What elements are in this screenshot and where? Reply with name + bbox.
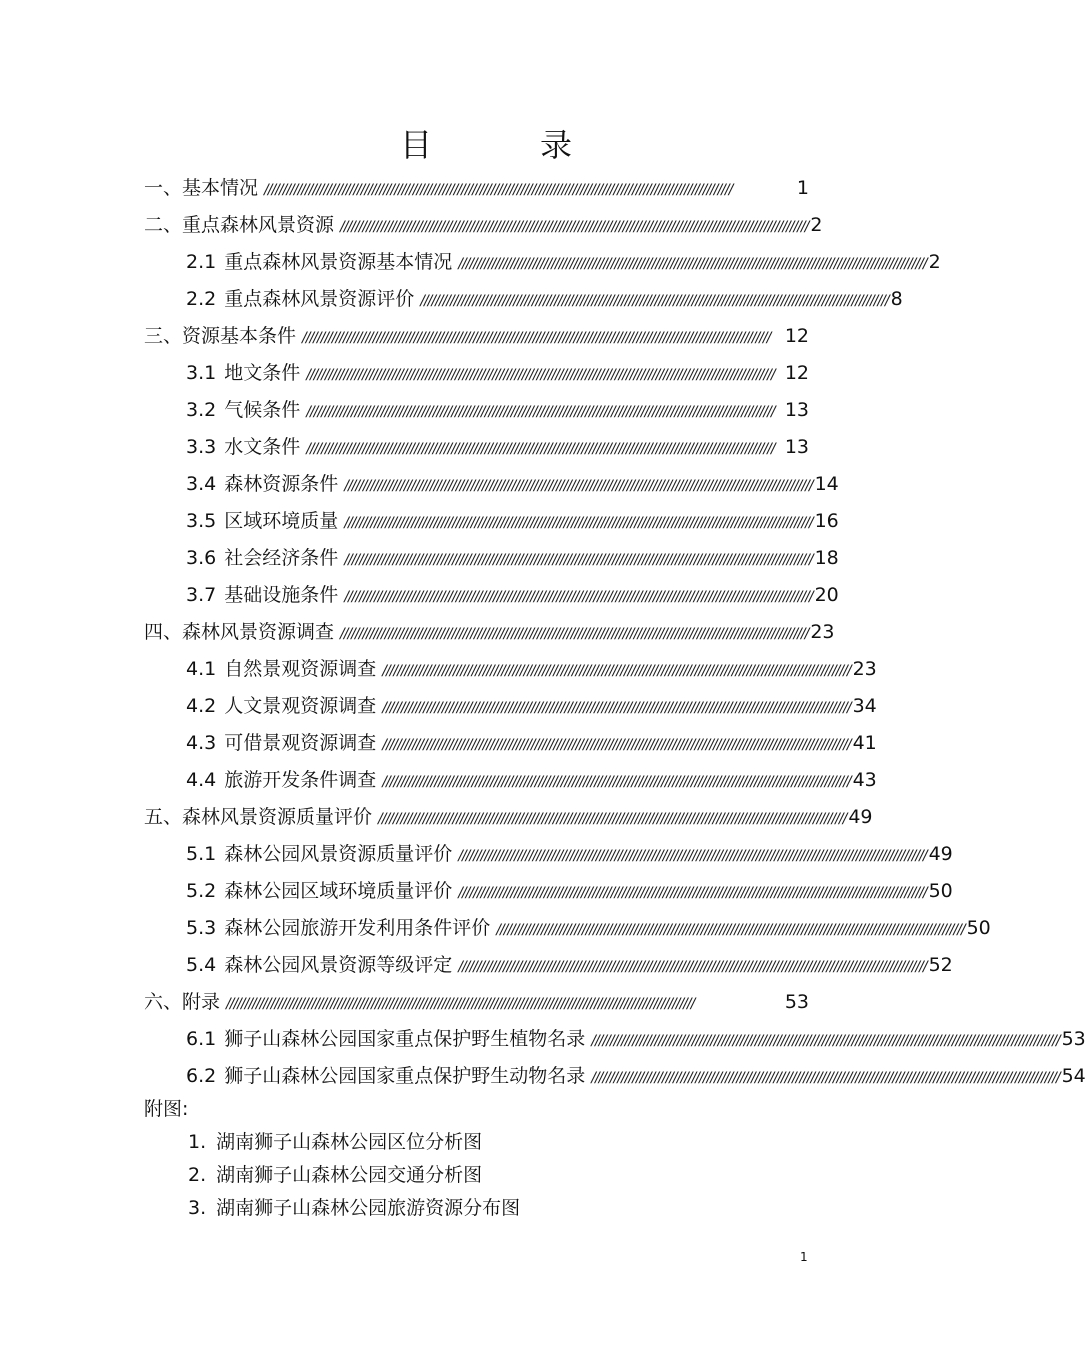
toc-leader-dots: //////////////////////////////////////////////////////////////////////////////////////////////////////////////////////////////: [306, 404, 775, 420]
toc-entry-number: 3.7: [186, 584, 217, 606]
toc-entry-page: 53: [784, 991, 809, 1013]
toc-entry-number: 3.3: [186, 436, 217, 458]
toc-entry[interactable]: [144, 281, 903, 318]
toc-entry[interactable]: [144, 688, 877, 725]
toc-entry[interactable]: [144, 873, 953, 910]
toc-entry-label: 森林公园风景资源质量评价: [224, 843, 453, 865]
toc-leader-dots: //////////////////////////////////////////////////////////////////////////////////////////////////////////////////////////////: [382, 774, 851, 790]
toc-entry-label: 旅游开发条件调查: [224, 769, 377, 791]
toc-entry[interactable]: [144, 984, 809, 1021]
toc-leader-dots: //////////////////////////////////////////////////////////////////////////////////////////////////////////////////////////////: [340, 219, 809, 235]
toc-entry-label: 四、森林风景资源调查: [144, 621, 335, 643]
toc-leader-dots: //////////////////////////////////////////////////////////////////////////////////////////////////////////////////////////////: [340, 626, 809, 642]
toc-entry-page: 8: [890, 288, 903, 310]
toc-leader-dots: //////////////////////////////////////////////////////////////////////////////////////////////////////////////////////////////: [306, 441, 775, 457]
toc-entry[interactable]: [144, 355, 809, 392]
toc-entry-number: 6.2: [186, 1065, 217, 1087]
toc-entry[interactable]: [144, 910, 991, 947]
toc-entry-label: 人文景观资源调查: [224, 695, 377, 717]
toc-leader-dots: //////////////////////////////////////////////////////////////////////////////////////////////////////////////////////////////: [591, 1070, 1060, 1086]
toc-entry-number: 2.1: [186, 251, 217, 273]
toc-entry-label: 一、基本情况: [144, 177, 259, 199]
toc-leader-dots: //////////////////////////////////////////////////////////////////////////////////////////////////////////////////////////////: [306, 367, 775, 383]
toc-entry-label: 社会经济条件: [224, 547, 339, 569]
appendix-item-number: 3.: [188, 1197, 207, 1219]
toc-leader-dots: //////////////////////////////////////////////////////////////////////////////////////////////////////////////////////////////: [458, 959, 927, 975]
toc-entry-number: 3.5: [186, 510, 217, 532]
toc-entry-number: 3.2: [186, 399, 217, 421]
toc-leader-dots: //////////////////////////////////////////////////////////////////////////////////////////////////////////////////////////////: [226, 996, 695, 1012]
toc-entry-label: 三、资源基本条件: [144, 325, 297, 347]
toc-entry-label: 水文条件: [224, 436, 301, 458]
toc-entry-label: 森林公园区域环境质量评价: [224, 880, 453, 902]
toc-leader-dots: //////////////////////////////////////////////////////////////////////////////////////////////////////////////////////////////: [378, 811, 847, 827]
toc-entry-number: 5.2: [186, 880, 217, 902]
toc-entry-page: 41: [852, 732, 877, 754]
toc-entry[interactable]: [144, 762, 877, 799]
toc-entry-number: 4.2: [186, 695, 217, 717]
toc-leader-dots: //////////////////////////////////////////////////////////////////////////////////////////////////////////////////////////////: [344, 589, 813, 605]
toc-leader-dots: //////////////////////////////////////////////////////////////////////////////////////////////////////////////////////////////: [382, 700, 851, 716]
appendix-figures: [144, 1092, 520, 1225]
toc-entry-label: 地文条件: [224, 362, 301, 384]
toc-entry[interactable]: [144, 540, 839, 577]
toc-entry-number: 5.1: [186, 843, 217, 865]
toc-entry-page: 2: [928, 251, 941, 273]
toc-entry[interactable]: [144, 392, 809, 429]
toc-entry[interactable]: [144, 836, 953, 873]
toc-entry-label: 气候条件: [224, 399, 301, 421]
toc-entry-number: 2.2: [186, 288, 217, 310]
toc-entry-label: 重点森林风景资源基本情况: [224, 251, 453, 273]
toc-entry-label: 森林公园风景资源等级评定: [224, 954, 453, 976]
toc-entry-page: 54: [1061, 1065, 1086, 1087]
toc-entry-page: 13: [784, 436, 809, 458]
table-of-contents: [144, 170, 1086, 1095]
toc-entry-number: 6.1: [186, 1028, 217, 1050]
toc-leader-dots: //////////////////////////////////////////////////////////////////////////////////////////////////////////////////////////////: [382, 663, 851, 679]
toc-leader-dots: //////////////////////////////////////////////////////////////////////////////////////////////////////////////////////////////: [591, 1033, 1060, 1049]
toc-leader-dots: //////////////////////////////////////////////////////////////////////////////////////////////////////////////////////////////: [302, 330, 771, 346]
toc-entry[interactable]: [144, 651, 877, 688]
toc-entry[interactable]: [144, 947, 953, 984]
toc-entry-page: 23: [852, 658, 877, 680]
appendix-item-label: 湖南狮子山森林公园旅游资源分布图: [216, 1197, 521, 1219]
toc-leader-dots: //////////////////////////////////////////////////////////////////////////////////////////////////////////////////////////////: [420, 293, 889, 309]
appendix-item-number: 2.: [188, 1164, 207, 1186]
toc-entry-page: 53: [1061, 1028, 1086, 1050]
toc-entry-page: 52: [928, 954, 953, 976]
toc-entry-number: 3.4: [186, 473, 217, 495]
toc-entry-number: 4.1: [186, 658, 217, 680]
toc-entry-number: 5.4: [186, 954, 217, 976]
toc-entry-page: 50: [966, 917, 991, 939]
toc-entry-page: 12: [784, 362, 809, 384]
appendix-heading: 附图:: [144, 1098, 189, 1120]
toc-entry-label: 五、森林风景资源质量评价: [144, 806, 373, 828]
toc-entry-label: 森林公园旅游开发利用条件评价: [224, 917, 491, 939]
toc-entry[interactable]: [144, 318, 809, 355]
toc-entry-page: 16: [814, 510, 839, 532]
toc-entry-label: 狮子山森林公园国家重点保护野生动物名录: [224, 1065, 586, 1087]
toc-entry-page: 1: [796, 177, 809, 199]
toc-entry-label: 区域环境质量: [224, 510, 339, 532]
toc-entry[interactable]: [144, 799, 873, 836]
toc-entry[interactable]: [144, 466, 839, 503]
toc-leader-dots: //////////////////////////////////////////////////////////////////////////////////////////////////////////////////////////////: [496, 922, 965, 938]
toc-entry-page: 18: [814, 547, 839, 569]
toc-leader-dots: //////////////////////////////////////////////////////////////////////////////////////////////////////////////////////////////: [344, 552, 813, 568]
toc-entry-label: 重点森林风景资源评价: [224, 288, 415, 310]
toc-entry-page: 50: [928, 880, 953, 902]
toc-entry[interactable]: [144, 429, 809, 466]
toc-entry-page: 43: [852, 769, 877, 791]
toc-entry-label: 森林资源条件: [224, 473, 339, 495]
toc-entry-label: 六、附录: [144, 991, 221, 1013]
toc-entry[interactable]: [144, 1021, 1086, 1058]
toc-entry-number: 4.3: [186, 732, 217, 754]
toc-entry-page: 2: [810, 214, 823, 236]
appendix-item-number: 1.: [188, 1131, 207, 1153]
toc-entry[interactable]: [144, 577, 839, 614]
toc-entry-label: 二、重点森林风景资源: [144, 214, 335, 236]
toc-entry-label: 可借景观资源调查: [224, 732, 377, 754]
toc-entry-page: 49: [928, 843, 953, 865]
toc-leader-dots: //////////////////////////////////////////////////////////////////////////////////////////////////////////////////////////////: [458, 256, 927, 272]
toc-entry-number: 5.3: [186, 917, 217, 939]
toc-entry-page: 14: [814, 473, 839, 495]
toc-entry-number: 3.1: [186, 362, 217, 384]
toc-entry-number: 3.6: [186, 547, 217, 569]
toc-entry-page: 13: [784, 399, 809, 421]
toc-entry[interactable]: [144, 503, 839, 540]
page-number: 1: [800, 1250, 808, 1264]
toc-entry[interactable]: [144, 1058, 1086, 1095]
toc-leader-dots: //////////////////////////////////////////////////////////////////////////////////////////////////////////////////////////////: [382, 737, 851, 753]
toc-entry[interactable]: [144, 170, 809, 207]
appendix-item: [144, 1192, 520, 1225]
toc-title: 目 录: [399, 126, 610, 164]
toc-leader-dots: //////////////////////////////////////////////////////////////////////////////////////////////////////////////////////////////: [344, 478, 813, 494]
toc-entry-label: 狮子山森林公园国家重点保护野生植物名录: [224, 1028, 586, 1050]
toc-leader-dots: //////////////////////////////////////////////////////////////////////////////////////////////////////////////////////////////: [344, 515, 813, 531]
toc-entry-page: 34: [852, 695, 877, 717]
appendix-item-label: 湖南狮子山森林公园区位分析图: [216, 1131, 483, 1153]
toc-entry-page: 49: [848, 806, 873, 828]
toc-entry[interactable]: [144, 207, 823, 244]
appendix-item: [144, 1126, 520, 1159]
appendix-item-label: 湖南狮子山森林公园交通分析图: [216, 1164, 483, 1186]
toc-entry-label: 自然景观资源调查: [224, 658, 377, 680]
toc-entry[interactable]: [144, 725, 877, 762]
toc-entry-page: 12: [784, 325, 809, 347]
toc-entry-label: 基础设施条件: [224, 584, 339, 606]
toc-leader-dots: //////////////////////////////////////////////////////////////////////////////////////////////////////////////////////////////: [264, 182, 733, 198]
toc-entry[interactable]: [144, 244, 941, 281]
toc-entry[interactable]: [144, 614, 835, 651]
toc-entry-page: 20: [814, 584, 839, 606]
toc-leader-dots: //////////////////////////////////////////////////////////////////////////////////////////////////////////////////////////////: [458, 848, 927, 864]
appendix-item: [144, 1159, 520, 1192]
toc-entry-number: 4.4: [186, 769, 217, 791]
toc-leader-dots: //////////////////////////////////////////////////////////////////////////////////////////////////////////////////////////////: [458, 885, 927, 901]
toc-entry-page: 23: [810, 621, 835, 643]
